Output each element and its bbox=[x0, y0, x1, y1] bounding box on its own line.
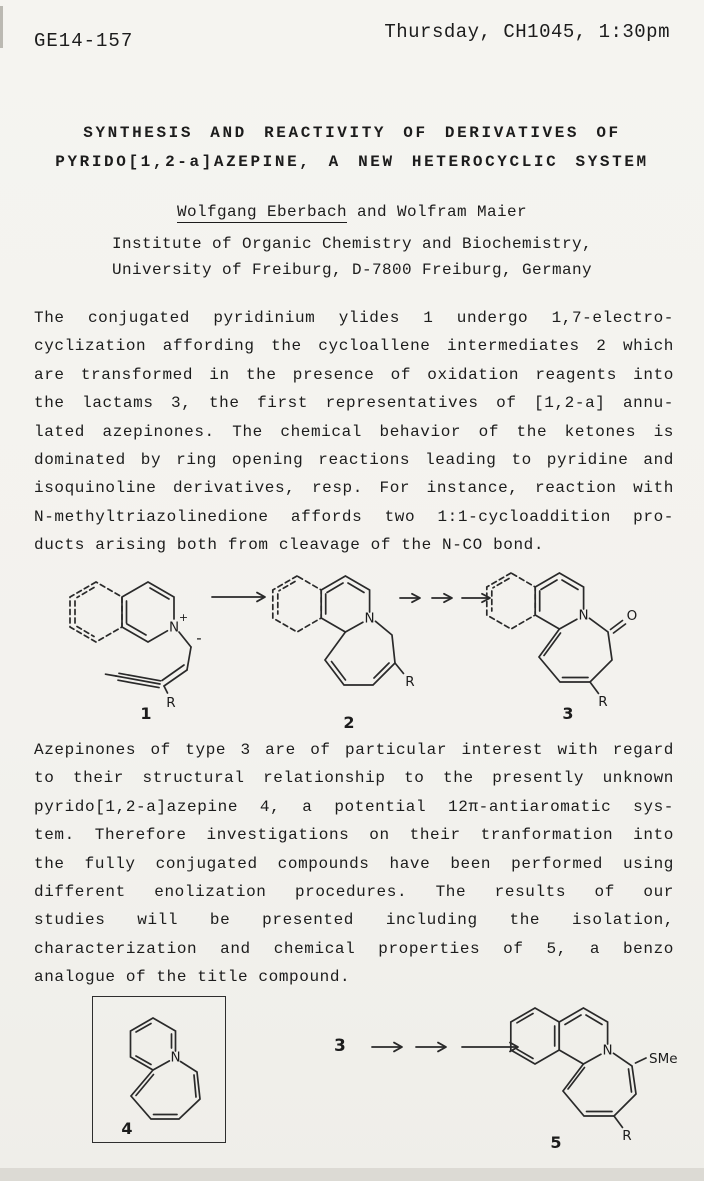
body-line: tem. Therefore investigations on their tranformation into bbox=[34, 826, 674, 845]
bond-linework bbox=[321, 576, 403, 685]
r-substituent-label: R bbox=[166, 695, 176, 711]
body-line: the fully conjugated compounds have been performed using bbox=[34, 854, 674, 873]
bond-linework bbox=[273, 576, 321, 632]
compound-2-label: 2 bbox=[343, 713, 355, 732]
compound-4-label: 4 bbox=[121, 1119, 133, 1138]
presenting-author: Wolfgang Eberbach bbox=[176, 203, 347, 221]
body-line: isoquinoline derivatives, resp. For instance, reaction with bbox=[34, 479, 674, 498]
affiliation-line-2: University of Freiburg, D-7800 Freiburg, Germany bbox=[111, 261, 593, 279]
affiliation bbox=[0, 231, 704, 283]
structure-5-drawing bbox=[490, 988, 695, 1168]
structure-1-drawing bbox=[48, 560, 223, 725]
scheme-2-reactant-label: 3 bbox=[334, 1036, 346, 1056]
bond-linework bbox=[535, 573, 625, 694]
n-atom-label: N bbox=[578, 607, 589, 624]
body-line: the lactams 3, the first representatives of [1,2-a] annu- bbox=[34, 394, 674, 413]
structure-3-drawing bbox=[466, 553, 656, 738]
minus-charge-label: - bbox=[196, 629, 202, 647]
n-atom-label: N bbox=[602, 1042, 613, 1059]
coauthor: Wolfram Maier bbox=[397, 203, 528, 221]
session-info: Thursday, CH1045, 1:30pm bbox=[384, 21, 670, 43]
abstract-code: GE14-157 bbox=[34, 30, 134, 52]
body-line: cyclization affording the cycloallene intermediates 2 which bbox=[34, 337, 674, 356]
abstract-paragraph-1 bbox=[34, 304, 674, 560]
abstract-title bbox=[0, 119, 704, 177]
body-line: pyrido[1,2-a]azepine 4, a potential 12π-antiaromatic sys- bbox=[34, 797, 674, 816]
compound-3-label: 3 bbox=[562, 704, 574, 723]
bottom-scan-edge bbox=[0, 1168, 704, 1181]
body-line: studies will be presented including the isolation, bbox=[34, 911, 674, 930]
structure-4-drawing bbox=[93, 997, 223, 1140]
structure-4-box bbox=[92, 996, 226, 1143]
body-line: Azepinones of type 3 are of particular interest with regard bbox=[34, 741, 674, 759]
n-atom-label: N bbox=[364, 610, 375, 627]
bond-linework bbox=[487, 573, 535, 629]
scan-edge-mark bbox=[0, 6, 3, 48]
abstract-paragraph-2 bbox=[34, 736, 674, 992]
compound-5-label: 5 bbox=[550, 1133, 562, 1152]
body-line: ducts arising both from cleavage of the N-CO bond. bbox=[34, 536, 545, 555]
body-line: different enolization procedures. The results of our bbox=[34, 883, 674, 902]
r-substituent-label: R bbox=[622, 1128, 632, 1144]
bond-linework bbox=[511, 1008, 646, 1128]
body-line: analogue of the title compound. bbox=[34, 968, 351, 987]
body-line: lated azepinones. The chemical behavior of the ketones is bbox=[34, 422, 674, 441]
compound-1-label: 1 bbox=[140, 704, 152, 723]
r-substituent-label: R bbox=[598, 694, 608, 710]
byline bbox=[0, 203, 704, 221]
title-line-2: PYRIDO[1,2-a]AZEPINE, A NEW HETEROCYCLIC SYSTEM bbox=[55, 153, 649, 171]
body-line: The conjugated pyridinium ylides 1 undergo 1,7-electro- bbox=[34, 309, 674, 327]
affiliation-line-1: Institute of Organic Chemistry and Biochemistry, bbox=[111, 235, 593, 253]
n-atom-label: N bbox=[170, 1049, 181, 1066]
bond-linework bbox=[106, 582, 192, 693]
smethyl-substituent-label: SMe bbox=[649, 1051, 678, 1067]
structure-2-drawing bbox=[252, 556, 427, 736]
title-line-1: SYNTHESIS AND REACTIVITY OF DERIVATIVES OF bbox=[83, 124, 621, 142]
body-line: to their structural relationship to the presently unknown bbox=[34, 769, 674, 788]
n-atom-label: N bbox=[168, 619, 180, 636]
o-atom-label: O bbox=[626, 608, 638, 624]
plus-charge-label: + bbox=[178, 611, 189, 624]
r-substituent-label: R bbox=[405, 674, 415, 690]
body-line: characterization and chemical properties of 5, a benzo bbox=[34, 939, 674, 958]
bond-linework bbox=[131, 1018, 201, 1119]
bond-linework bbox=[70, 582, 122, 642]
body-line: dominated by ring opening reactions leading to pyridine and bbox=[34, 451, 674, 470]
author-connector: and bbox=[346, 203, 397, 221]
body-line: are transformed in the presence of oxidation reagents into bbox=[34, 365, 674, 384]
body-line: N-methyltriazolinedione affords two 1:1-cycloaddition pro- bbox=[34, 507, 674, 526]
